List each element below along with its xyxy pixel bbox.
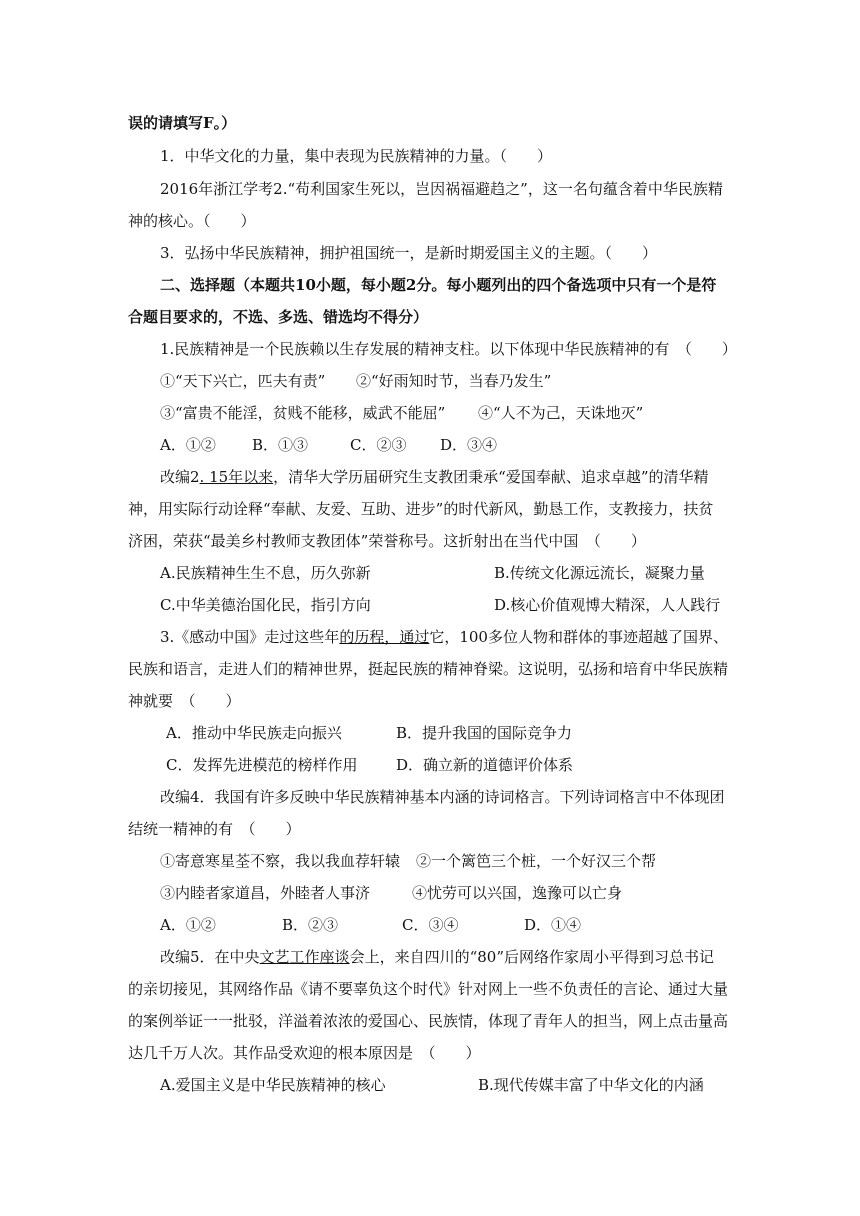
mc5-stem-part-a: 改编5．在中央 xyxy=(160,948,260,966)
mc3-stem-line-3: 神就要 （ ） xyxy=(128,692,241,710)
mc1-item-4: ④“人不为己，天诛地灭” xyxy=(478,404,644,422)
mc5-stem-line-2: 的亲切接见，其网络作品《请不要辜负这个时代》针对网上一些不负责任的言论、通过大量 xyxy=(128,980,729,998)
mc1-item-2: ②“好雨知时节，当春乃发生” xyxy=(356,372,552,390)
mc4-item-4: ④忧劳可以兴国，逸豫可以亡身 xyxy=(412,884,623,902)
mc2-stem-line-1-rest: ，清华大学历届研究生支教团秉承“爱国奉献、追求卓越”的清华精 xyxy=(273,468,709,486)
mc2-option-b: B.传统文化源远流长，凝聚力量 xyxy=(494,564,705,582)
mc1-option-a: A．①② xyxy=(160,436,216,454)
mc1-option-c: C．②③ xyxy=(350,436,407,454)
mc2-prefix: 改编2 xyxy=(160,468,200,486)
mc4-option-a: A．①② xyxy=(160,916,216,934)
mc4-item-2: ②一个篱笆三个桩，一个好汉三个帮 xyxy=(416,852,657,870)
mc3-stem-line-2: 民族和语言，走进人们的精神世界，挺起民族的精神脊梁。这说明，弘扬和培育中华民族精 xyxy=(128,660,729,678)
mc1-item-1: ①“天下兴亡，匹夫有责” xyxy=(160,372,326,390)
mc4-item-3: ③内睦者家道昌，外睦者人事济 xyxy=(160,884,371,902)
mc2-stem-line-2: 神，用实际行动诠释“奉献、友爱、互助、进步”的时代新风，勤恳工作，支教接力，扶贫 xyxy=(128,500,714,518)
mc3-stem-line-1 xyxy=(160,626,728,648)
mc5-underlined-text: 文艺工作座谈 xyxy=(259,948,350,966)
tf-question-2-line-2: 神的核心。（ ） xyxy=(128,212,256,230)
mc3-option-b: B．提升我国的国际竞争力 xyxy=(396,724,573,742)
mc1-option-d: D．③④ xyxy=(440,436,498,454)
mc3-option-d: D．确立新的道德评价体系 xyxy=(396,756,574,774)
section-2-heading-line-1: 二、选择题（本题共10小题，每小题2分。每小题列出的四个备选项中只有一个是符 xyxy=(160,276,717,294)
mc5-option-a: A.爱国主义是中华民族精神的核心 xyxy=(160,1076,386,1094)
mc5-stem-line-1 xyxy=(160,946,714,968)
mc5-stem-part-b: 会上，来自四川的“80”后网络作家周小平得到习总书记 xyxy=(349,948,714,966)
mc3-stem-part-a: 3.《感动中国》走过这些年 xyxy=(160,628,340,646)
mc1-item-3: ③“富贵不能淫，贫贱不能移，威武不能屈” xyxy=(160,404,446,422)
mc3-underlined-text: 的历程，通过 xyxy=(339,628,430,646)
mc1-stem: 1.民族精神是一个民族赖以生存发展的精神支柱。以下体现中华民族精神的有 （ ） xyxy=(160,340,737,358)
mc2-option-c: C.中华美德治国化民，指引方向 xyxy=(160,596,371,614)
mc4-stem-line-1: 改编4．我国有许多反映中华民族精神基本内涵的诗词格言。下列诗词格言中不体现团 xyxy=(160,788,725,806)
mc3-option-c: C．发挥先进模范的榜样作用 xyxy=(166,756,358,774)
tf-instruction-tail: 误的请填写F。） xyxy=(128,114,237,132)
mc2-stem-line-3: 济困，荣获“最美乡村教师支教团体”荣誉称号。这折射出在当代中国 （ ） xyxy=(128,532,646,550)
tf-question-1: 1．中华文化的力量，集中表现为民族精神的力量。（ ） xyxy=(160,147,553,165)
mc5-option-b: B.现代传媒丰富了中华文化的内涵 xyxy=(478,1076,704,1094)
section-2-heading-line-2: 合题目要求的，不选、多选、错选均不得分） xyxy=(128,308,429,326)
tf-question-3: 3．弘扬中华民族精神，拥护祖国统一，是新时期爱国主义的主题。（ ） xyxy=(160,244,658,262)
mc1-option-b: B．①③ xyxy=(252,436,309,454)
mc2-stem-line-1 xyxy=(160,466,709,488)
mc4-stem-line-2: 结统一精神的有 （ ） xyxy=(128,820,301,838)
mc4-option-b: B．②③ xyxy=(282,916,339,934)
mc4-option-d: D．①④ xyxy=(524,916,582,934)
mc4-option-c: C．③④ xyxy=(402,916,459,934)
mc5-stem-line-4: 达几千万人次。其作品受欢迎的根本原因是 （ ） xyxy=(128,1044,481,1062)
mc2-option-a: A.民族精神生生不息，历久弥新 xyxy=(160,564,371,582)
mc5-stem-line-3: 的案例举证一一批驳，洋溢着浓浓的爱国心、民族情，体现了青年人的担当，网上点击量高 xyxy=(128,1012,729,1030)
mc3-option-a: A．推动中华民族走向振兴 xyxy=(166,724,342,742)
tf-question-2-line-1: 2016年浙江学考2.“苟利国家生死以，岂因祸福避趋之”，这一名句蕴含着中华民族精 xyxy=(160,180,723,198)
mc4-item-1: ①寄意寒星荃不察，我以我血荐轩辕 xyxy=(160,852,401,870)
mc3-stem-part-b: 它，100多位人物和群体的事迹超越了国界、 xyxy=(429,628,728,646)
mc2-option-d: D.核心价值观博大精深，人人践行 xyxy=(494,596,721,614)
mc2-underlined-text: . 15年以来 xyxy=(199,468,274,486)
